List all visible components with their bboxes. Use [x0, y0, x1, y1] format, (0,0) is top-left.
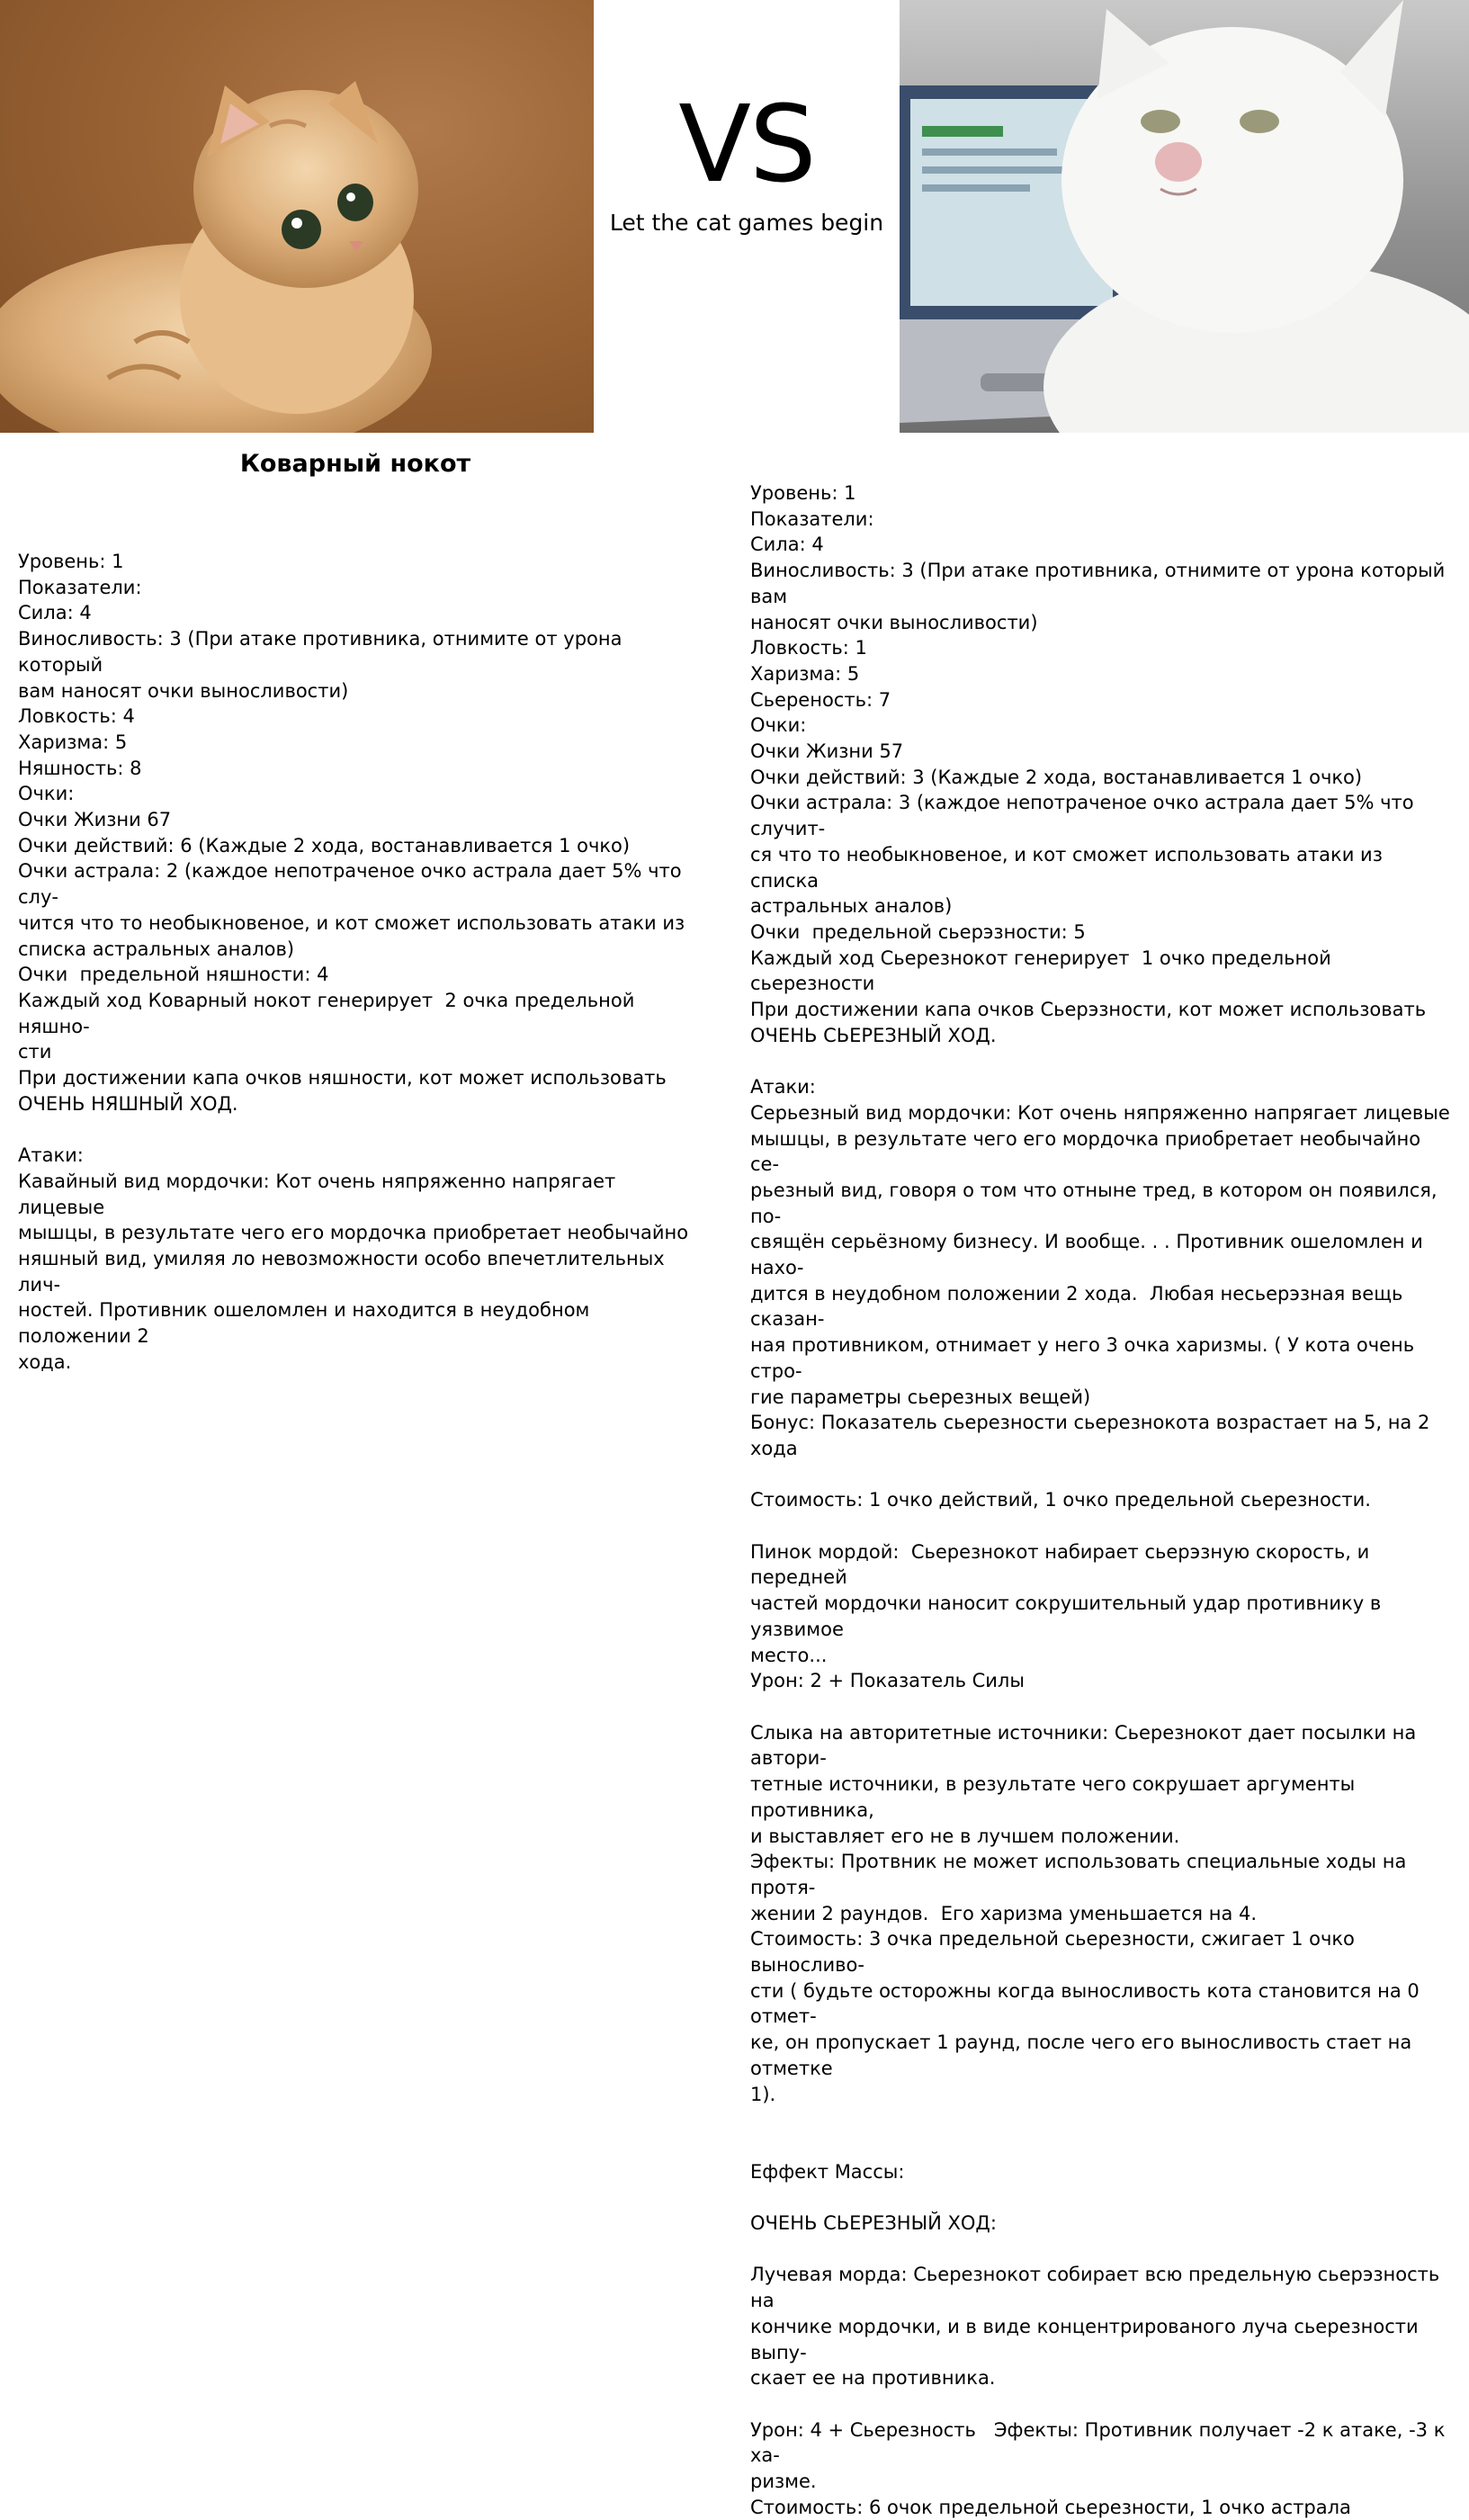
- right-stat-line: и выставляет его не в лучшем положении.: [750, 1825, 1180, 1847]
- right-stat-line: ке, он пропускает 1 раунд, после чего его выносливость стает на отметке: [750, 2031, 1418, 2079]
- right-stat-line: ОЧЕНЬ СЬЕРЕЗНЫЙ ХОД.: [750, 1024, 997, 1046]
- right-stat-line: [750, 1048, 1452, 1074]
- left-stat-line: вам наносят очки выносливости): [18, 679, 349, 702]
- right-stat-line: Очки предельной сьерэзности: 5: [750, 920, 1086, 943]
- white-cat-illustration: [900, 0, 1469, 433]
- right-stat-line: мышцы, в результате чего его мордочка приобретает необычайно се-: [750, 1127, 1427, 1176]
- right-stat-line: Очки:: [750, 714, 807, 737]
- left-stat-line: Уровень: 1: [18, 551, 124, 572]
- right-stat-line: [750, 2391, 1452, 2417]
- right-stat-line: скает ее на противника.: [750, 2367, 996, 2390]
- right-stat-line: частей мордочки наносит сокрушительный удар противнику в уязвимое: [750, 1592, 1387, 1640]
- right-stat-line: сти ( будьте осторожны когда выносливость кота становится на 0 отмет-: [750, 1979, 1426, 2028]
- right-stat-line: Серьезный вид мордочки: Кот очень няпряженно напрягает лицевые: [750, 1101, 1450, 1124]
- vs-heading: VS: [678, 82, 815, 206]
- left-stat-line: Каждый ход Коварный нокот генерирует 2 очка предельной няшно-: [18, 989, 641, 1037]
- right-stat-line: Стоимость: 1 очко действий, 1 очко предельной сьерезности.: [750, 1489, 1371, 1511]
- right-stat-line: дится в неудобном положении 2 хода. Любая несьерэзная вещь сказан-: [750, 1282, 1410, 1331]
- right-stat-line: При достижении капа очков Сьерэзности, кот может использовать: [750, 999, 1427, 1021]
- left-stat-line: Очки действий: 6 (Каждые 2 хода, востанавливается 1 очко): [18, 834, 631, 856]
- right-stat-line: Ловкость: 1: [750, 637, 867, 659]
- right-stat-line: 1).: [750, 2083, 776, 2105]
- right-stat-line: жении 2 раундов. Его харизма уменьшается на 4.: [750, 1902, 1258, 1924]
- left-stat-line: сти: [18, 1041, 52, 1063]
- right-stat-line: Стоимость: 6 очок предельной сьерезности, 1 очко астрала: [750, 2496, 1351, 2518]
- right-stat-line: [750, 2133, 1452, 2159]
- left-stat-line: [18, 1117, 702, 1143]
- left-stat-line: хода.: [18, 1350, 72, 1373]
- right-stat-line: Очки Жизни 57: [750, 740, 904, 763]
- left-cat-name: Коварный нокот: [239, 450, 471, 478]
- right-stat-line: Харизма: 5: [750, 662, 860, 685]
- right-stat-line: Бонус: Показатель сьерезности сьерезнокота возрастает на 5, на 2 хода: [750, 1412, 1437, 1459]
- white-cat-photo: [900, 0, 1469, 433]
- right-stat-line: Показатели:: [750, 507, 874, 530]
- right-stat-line: ся что то необыкновеное, и кот сможет использовать атаки из списка: [750, 843, 1389, 892]
- left-stat-line: няшный вид, умиляя ло невозможности особо впечетлительных лич-: [18, 1247, 671, 1296]
- right-stat-line: Атаки:: [750, 1076, 816, 1099]
- ginger-cat-illustration: [0, 0, 594, 433]
- right-cat-stats: [750, 480, 1452, 2520]
- right-stat-line: тетные источники, в результате чего сокрушает аргументы противника,: [750, 1773, 1361, 1821]
- right-stat-line: гие параметры сьерезных вещей): [750, 1386, 1091, 1408]
- right-stat-line: наносят очки выносливости): [750, 611, 1038, 633]
- right-stat-line: [750, 1694, 1452, 1720]
- right-stat-line: Сьереность: 7: [750, 688, 891, 711]
- left-stat-line: Показатели:: [18, 576, 142, 598]
- right-stat-line: свящён серьёзному бизнесу. И вообще. . . Противник ошеломлен и нахо-: [750, 1231, 1429, 1279]
- left-cat-stats: [18, 549, 702, 1375]
- right-stat-line: Еффект Массы:: [750, 2160, 905, 2183]
- right-stat-line: Урон: 2 + Показатель Силы: [750, 1670, 1025, 1692]
- right-stat-line: [750, 2184, 1452, 2211]
- right-stat-line: Эфекты: Протвник не может использовать специальные ходы на протя-: [750, 1851, 1413, 1898]
- left-stat-line: ностей. Противник ошеломлен и находится в неудобном положении 2: [18, 1299, 596, 1348]
- right-stat-line: Виносливость: 3 (При атаке противника, отнимите от урона который вам: [750, 560, 1452, 607]
- left-stat-line: При достижении капа очков няшности, кот может использовать: [18, 1067, 667, 1090]
- right-stat-line: место...: [750, 1644, 828, 1666]
- right-stat-line: рьезный вид, говоря о том что отныне тред, в котором он появился, по-: [750, 1179, 1444, 1227]
- right-stat-line: ная противником, отнимает у него 3 очка харизмы. ( У кота очень стро-: [750, 1334, 1420, 1382]
- right-stat-line: ОЧЕНЬ СЬЕРЕЗНЫЙ ХОД:: [750, 2212, 997, 2234]
- right-stat-line: ризме.: [750, 2471, 817, 2492]
- left-stat-line: Очки Жизни 67: [18, 809, 172, 831]
- left-stat-line: Сила: 4: [18, 602, 92, 624]
- right-stat-line: Каждый ход Сьерезнокот генерирует 1 очко предельной сьерезности: [750, 946, 1338, 995]
- left-stat-line: Няшность: 8: [18, 757, 142, 779]
- right-stat-line: Очки астрала: 3 (каждое непотраченое очко астрала дает 5% что случит-: [750, 792, 1420, 840]
- left-stat-line: списка астральных аналов): [18, 937, 295, 960]
- right-stat-line: [750, 1513, 1452, 1539]
- right-stat-line: [750, 2107, 1452, 2133]
- right-stat-line: Уровень: 1: [750, 482, 856, 504]
- right-stat-line: Лучевая морда: Сьерезнокот собирает всю предельную сьерэзность на: [750, 2264, 1446, 2312]
- right-stat-line: [750, 1462, 1452, 1488]
- right-stat-line: Очки действий: 3 (Каждые 2 хода, востанавливается 1 очко): [750, 766, 1363, 788]
- left-stat-line: Ловкость: 4: [18, 705, 135, 728]
- tagline: Let the cat games begin: [609, 210, 884, 236]
- right-stat-line: Пинок мордой: Сьерезнокот набирает сьерэзную скорость, и передней: [750, 1540, 1375, 1589]
- left-stat-line: чится что то необыкновеное, и кот сможет использовать атаки из: [18, 911, 685, 934]
- left-stat-line: Атаки:: [18, 1144, 84, 1167]
- left-stat-line: Очки предельной няшности: 4: [18, 964, 329, 986]
- right-stat-line: [750, 2237, 1452, 2263]
- left-stat-line: Харизма: 5: [18, 731, 128, 753]
- right-stat-line: Сила: 4: [750, 534, 824, 556]
- left-stat-line: Кавайный вид мордочки: Кот очень няпряженно напрягает лицевые: [18, 1170, 622, 1218]
- right-stat-line: Стоимость: 3 очка предельной сьерезности, сжигает 1 очко выносливо-: [750, 1928, 1361, 1977]
- left-stat-line: ОЧЕНЬ НЯШНЫЙ ХОД.: [18, 1092, 238, 1115]
- right-stat-line: Урон: 4 + Сьерезность Эфекты: Противник получает -2 к атаке, -3 к ха-: [750, 2418, 1452, 2467]
- right-stat-line: Слыка на авторитетные источники: Сьерезнокот дает посылки на автори-: [750, 1721, 1422, 1770]
- left-stat-line: мышцы, в результате чего его мордочка приобретает необычайно: [18, 1222, 689, 1244]
- ginger-cat-photo: [0, 0, 594, 433]
- right-stat-line: кончике мордочки, и в виде концентрированого луча сьерезности выпу-: [750, 2315, 1425, 2363]
- left-stat-line: Очки астрала: 2 (каждое непотраченое очко астрала дает 5% что слу-: [18, 860, 688, 909]
- right-stat-line: астральных аналов): [750, 895, 953, 918]
- left-stat-line: Виносливость: 3 (При атаке противника, отнимите от урона который: [18, 628, 629, 676]
- left-stat-line: Очки:: [18, 783, 75, 805]
